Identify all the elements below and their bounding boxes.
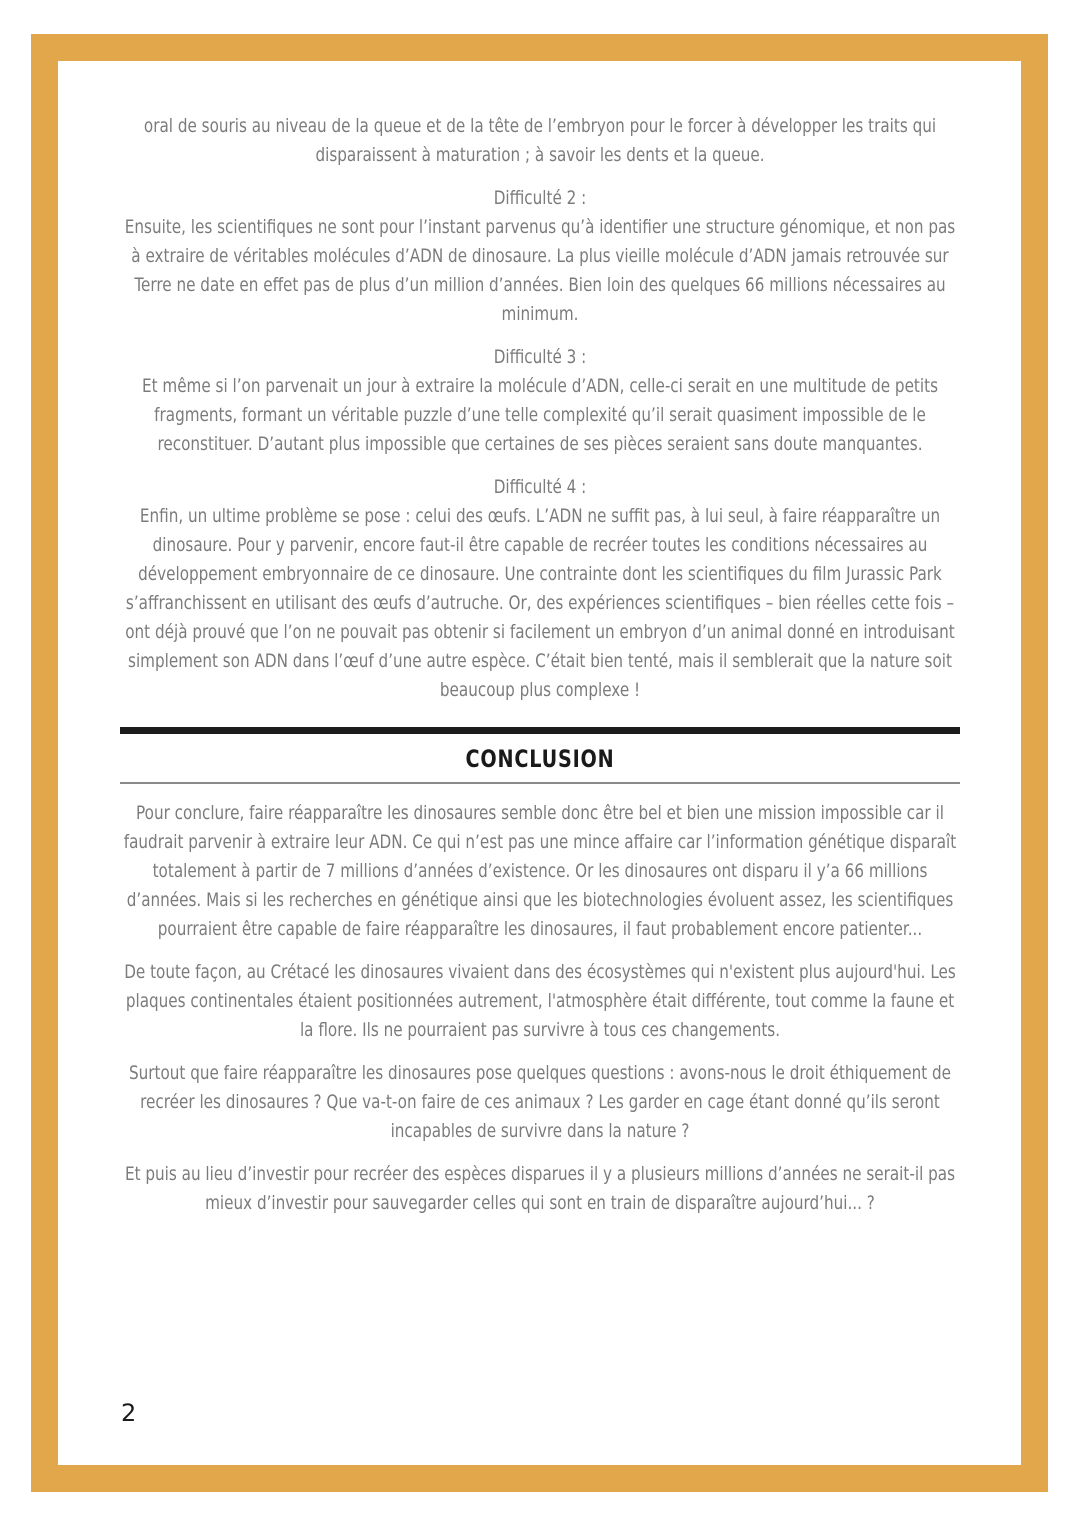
difficulty-3-section bbox=[120, 343, 960, 459]
difficulty-2-section bbox=[120, 184, 960, 329]
paragraph-text: Enfin, un ultime problème se pose : celui des œufs. L’ADN ne suffit pas, à lui seul, à faire réapparaître un dinosaure. Pour y parvenir, encore faut-il être capable de recréer toutes les conditions nécessaires au développement embryonnaire de ce dinosaure. Une contrainte dont les scientifiques du film Jurassic Park s’affranchissent en utilisant des œufs d’autruche. Or, des expériences scientifiques – bien réelles cette fois – ont déjà prouvé que l’on ne pouvait pas obtenir si facilement un embryon d’un animal donné en introduisant simplement son ADN dans l’œuf d’une autre espèce. C’était bien tenté, mais il semblerait que la nature soit beaucoup plus complexe ! bbox=[125, 505, 955, 701]
page-number: 2 bbox=[121, 1399, 137, 1427]
conclusion-paragraph bbox=[120, 1059, 960, 1146]
difficulty-4-section bbox=[120, 473, 960, 705]
difficulty-4-label: Difficulté 4 : bbox=[493, 476, 587, 498]
conclusion-rule-bottom bbox=[120, 782, 960, 784]
paragraph-text: Et puis au lieu d’investir pour recréer des espèces disparues il y a plusieurs millions d’années ne serait-il pas mieux d’investir pour sauvegarder celles qui sont en train de disparaître aujourd’hui... ? bbox=[124, 1163, 956, 1214]
conclusion-heading: CONCLUSION bbox=[465, 745, 615, 773]
document-text-column bbox=[120, 112, 960, 1232]
paragraph-text: Surtout que faire réapparaître les dinosaures pose quelques questions : avons-nous le droit éthiquement de recréer les dinosaures ? Que va-t-on faire de ces animaux ? Les garder en cage étant donné qu’ils seront incapables de survivre dans la nature ? bbox=[128, 1062, 952, 1142]
conclusion-paragraph bbox=[120, 799, 960, 944]
conclusion-section bbox=[120, 727, 960, 1218]
paragraph-text: oral de souris au niveau de la queue et de la tête de l’embryon pour le forcer à développer les traits qui disparaissent à maturation ; à savoir les dents et la queue. bbox=[143, 115, 937, 166]
paragraph-text: Et même si l’on parvenait un jour à extraire la molécule d’ADN, celle-ci serait en une multitude de petits fragments, formant un véritable puzzle d’une telle complexité qu’il serait quasiment impossible de le reconstituer. D’autant plus impossible que certaines de ses pièces seraient sans doute manquantes. bbox=[141, 375, 939, 455]
paragraph-text: De toute façon, au Crétacé les dinosaures vivaient dans des écosystèmes qui n'existent plus aujourd'hui. Les plaques continentales étaient positionnées autrement, l'atmosphère était différente, tout comme la faune et la flore. Ils ne pourraient pas survivre à tous ces changements. bbox=[124, 961, 956, 1041]
conclusion-paragraph bbox=[120, 1160, 960, 1218]
difficulty-2-label: Difficulté 2 : bbox=[493, 187, 587, 209]
conclusion-paragraph bbox=[120, 958, 960, 1045]
conclusion-rule-top bbox=[120, 727, 960, 734]
difficulty-3-label: Difficulté 3 : bbox=[493, 346, 587, 368]
continuation-paragraph bbox=[120, 112, 960, 170]
paragraph-text: Pour conclure, faire réapparaître les dinosaures semble donc être bel et bien une mission impossible car il faudrait parvenir à extraire leur ADN. Ce qui n’est pas une mince affaire car l’information génétique disparaît totalement à partir de 7 millions d’années d’existence. Or les dinosaures ont disparu il y’a 66 millions d’années. Mais si les recherches en génétique ainsi que les biotechnologies évoluent assez, les scientifiques pourraient être capable de faire réapparaître les dinosaures, il faut probablement encore patienter... bbox=[123, 802, 957, 940]
paragraph-text: Ensuite, les scientifiques ne sont pour l’instant parvenus qu’à identifier une structure génomique, et non pas à extraire de véritables molécules d’ADN de dinosaure. La plus vieille molécule d’ADN jamais retrouvée sur Terre ne date en effet pas de plus d’un million d’années. Bien loin des quelques 66 millions nécessaires au minimum. bbox=[124, 216, 956, 325]
